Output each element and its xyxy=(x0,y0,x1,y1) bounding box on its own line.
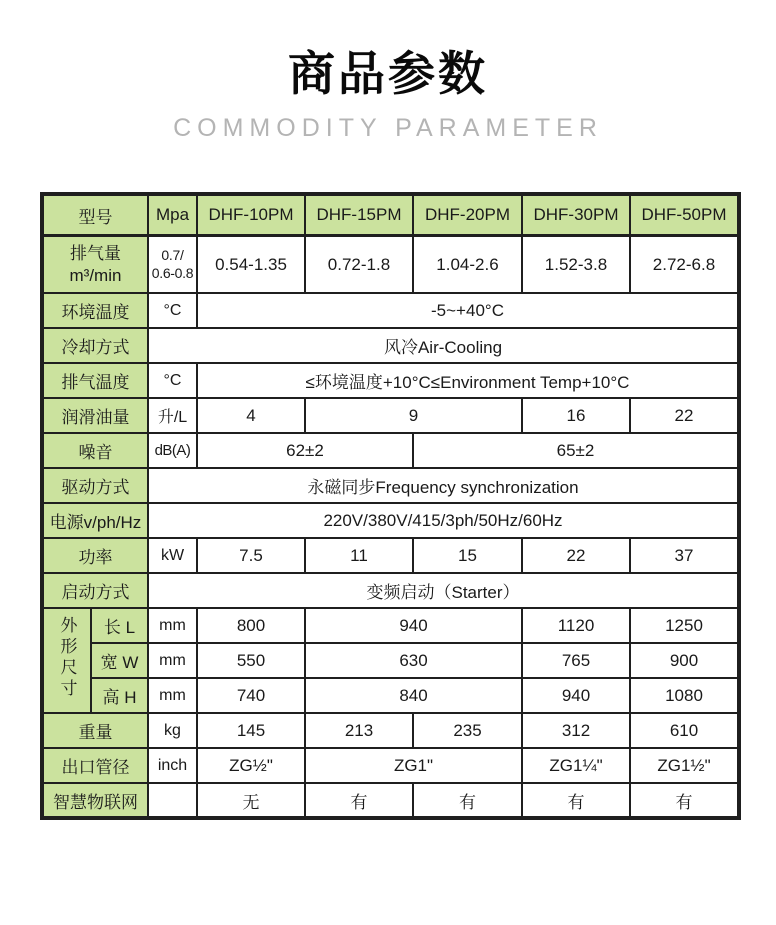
oil-amount-dhf30pm: 16 xyxy=(522,398,630,433)
height-dhf10pm: 740 xyxy=(197,678,305,713)
page-title: 商品参数 xyxy=(288,47,488,100)
page-subtitle: COMMODITY PARAMETER xyxy=(173,114,603,143)
dimension-width-label: 宽 W xyxy=(91,643,148,678)
cooling-label: 冷却方式 xyxy=(42,328,148,363)
length-dhf50pm: 1250 xyxy=(630,608,739,643)
exhaust-temp-value: ≤环境温度+10°C≤Environment Temp+10°C xyxy=(197,363,739,398)
dimension-height-label: 高 H xyxy=(91,678,148,713)
displacement-dhf20pm: 1.04-2.6 xyxy=(413,235,522,293)
ambient-temp-value: -5~+40°C xyxy=(197,293,739,328)
weight-dhf20pm: 235 xyxy=(413,713,522,748)
width-dhf30pm: 765 xyxy=(522,643,630,678)
width-dhf10pm: 550 xyxy=(197,643,305,678)
outlet-dhf50pm: ZG1½" xyxy=(630,748,739,783)
weight-dhf10pm: 145 xyxy=(197,713,305,748)
oil-amount-unit: 升/L xyxy=(148,398,197,433)
iot-dhf15pm: 有 xyxy=(305,783,413,818)
dimension-length-label: 长 L xyxy=(91,608,148,643)
model-name-dhf15pm: DHF-15PM xyxy=(305,194,413,235)
power-dhf15pm: 11 xyxy=(305,538,413,573)
iot-dhf50pm: 有 xyxy=(630,783,739,818)
row-power xyxy=(42,538,739,573)
oil-amount-dhf10pm: 4 xyxy=(197,398,305,433)
row-exhaust-temp xyxy=(42,363,739,398)
row-displacement xyxy=(42,235,739,293)
row-drive xyxy=(42,468,739,503)
model-name-dhf50pm: DHF-50PM xyxy=(630,194,739,235)
displacement-dhf15pm: 0.72-1.8 xyxy=(305,235,413,293)
displacement-dhf50pm: 2.72-6.8 xyxy=(630,235,739,293)
displacement-pressure-range: 0.7/ 0.6-0.8 xyxy=(148,235,197,293)
width-dhf50pm: 900 xyxy=(630,643,739,678)
power-label: 功率 xyxy=(42,538,148,573)
length-dhf30pm: 1120 xyxy=(522,608,630,643)
weight-dhf30pm: 312 xyxy=(522,713,630,748)
row-power-supply xyxy=(42,503,739,538)
row-dimension-length xyxy=(42,608,739,643)
row-noise xyxy=(42,433,739,468)
ambient-temp-unit: °C xyxy=(148,293,197,328)
power-dhf20pm: 15 xyxy=(413,538,522,573)
start-mode-label: 启动方式 xyxy=(42,573,148,608)
cooling-value: 风冷Air-Cooling xyxy=(148,328,739,363)
pressure-unit-header: Mpa xyxy=(148,194,197,235)
exhaust-temp-unit: °C xyxy=(148,363,197,398)
exhaust-temp-label: 排气温度 xyxy=(42,363,148,398)
outlet-dhf10pm: ZG½" xyxy=(197,748,305,783)
row-cooling xyxy=(42,328,739,363)
length-dhf10pm: 800 xyxy=(197,608,305,643)
displacement-label xyxy=(42,235,148,293)
model-name-dhf20pm: DHF-20PM xyxy=(413,194,522,235)
start-mode-value: 变频启动（Starter） xyxy=(148,573,739,608)
iot-dhf20pm: 有 xyxy=(413,783,522,818)
weight-dhf50pm: 610 xyxy=(630,713,739,748)
iot-unit xyxy=(148,783,197,818)
dimension-height-unit: mm xyxy=(148,678,197,713)
power-supply-label: 电源v/ph/Hz xyxy=(42,503,148,538)
outlet-dhf30pm: ZG1¼" xyxy=(522,748,630,783)
noise-label: 噪音 xyxy=(42,433,148,468)
dimension-width-unit: mm xyxy=(148,643,197,678)
drive-value: 永磁同步Frequency synchronization xyxy=(148,468,739,503)
iot-label: 智慧物联网 xyxy=(42,783,148,818)
outlet-dhf15-20pm: ZG1" xyxy=(305,748,522,783)
row-ambient-temp xyxy=(42,293,739,328)
row-iot xyxy=(42,783,739,818)
outlet-label: 出口管径 xyxy=(42,748,148,783)
weight-label: 重量 xyxy=(42,713,148,748)
noise-dhf10-15pm: 62±2 xyxy=(197,433,413,468)
model-header-label: 型号 xyxy=(42,194,148,235)
power-unit: kW xyxy=(148,538,197,573)
oil-amount-label: 润滑油量 xyxy=(42,398,148,433)
weight-unit: kg xyxy=(148,713,197,748)
length-dhf15-20pm: 940 xyxy=(305,608,522,643)
displacement-dhf10pm: 0.54-1.35 xyxy=(197,235,305,293)
row-start-mode xyxy=(42,573,739,608)
noise-dhf20-50pm: 65±2 xyxy=(413,433,739,468)
dimension-length-unit: mm xyxy=(148,608,197,643)
oil-amount-dhf15-20pm: 9 xyxy=(305,398,522,433)
ambient-temp-label: 环境温度 xyxy=(42,293,148,328)
outlet-unit: inch xyxy=(148,748,197,783)
row-dimension-width xyxy=(42,643,739,678)
power-supply-value: 220V/380V/415/3ph/50Hz/60Hz xyxy=(148,503,739,538)
power-dhf10pm: 7.5 xyxy=(197,538,305,573)
oil-amount-dhf50pm: 22 xyxy=(630,398,739,433)
height-dhf15-20pm: 840 xyxy=(305,678,522,713)
iot-dhf30pm: 有 xyxy=(522,783,630,818)
weight-dhf15pm: 213 xyxy=(305,713,413,748)
iot-dhf10pm: 无 xyxy=(197,783,305,818)
model-name-dhf10pm: DHF-10PM xyxy=(197,194,305,235)
row-oil-amount xyxy=(42,398,739,433)
displacement-dhf30pm: 1.52-3.8 xyxy=(522,235,630,293)
row-outlet xyxy=(42,748,739,783)
power-dhf50pm: 37 xyxy=(630,538,739,573)
noise-unit: dB(A) xyxy=(148,433,197,468)
width-dhf15-20pm: 630 xyxy=(305,643,522,678)
parameter-table xyxy=(40,192,741,820)
model-name-dhf30pm: DHF-30PM xyxy=(522,194,630,235)
dimensions-group-label: 外形尺寸 xyxy=(42,608,91,713)
row-weight xyxy=(42,713,739,748)
row-model-header xyxy=(42,194,739,235)
row-dimension-height xyxy=(42,678,739,713)
height-dhf30pm: 940 xyxy=(522,678,630,713)
power-dhf30pm: 22 xyxy=(522,538,630,573)
displacement-label-cn: 排气量 xyxy=(70,243,121,263)
displacement-label-unit: m³/min xyxy=(69,265,122,285)
drive-label: 驱动方式 xyxy=(42,468,148,503)
height-dhf50pm: 1080 xyxy=(630,678,739,713)
